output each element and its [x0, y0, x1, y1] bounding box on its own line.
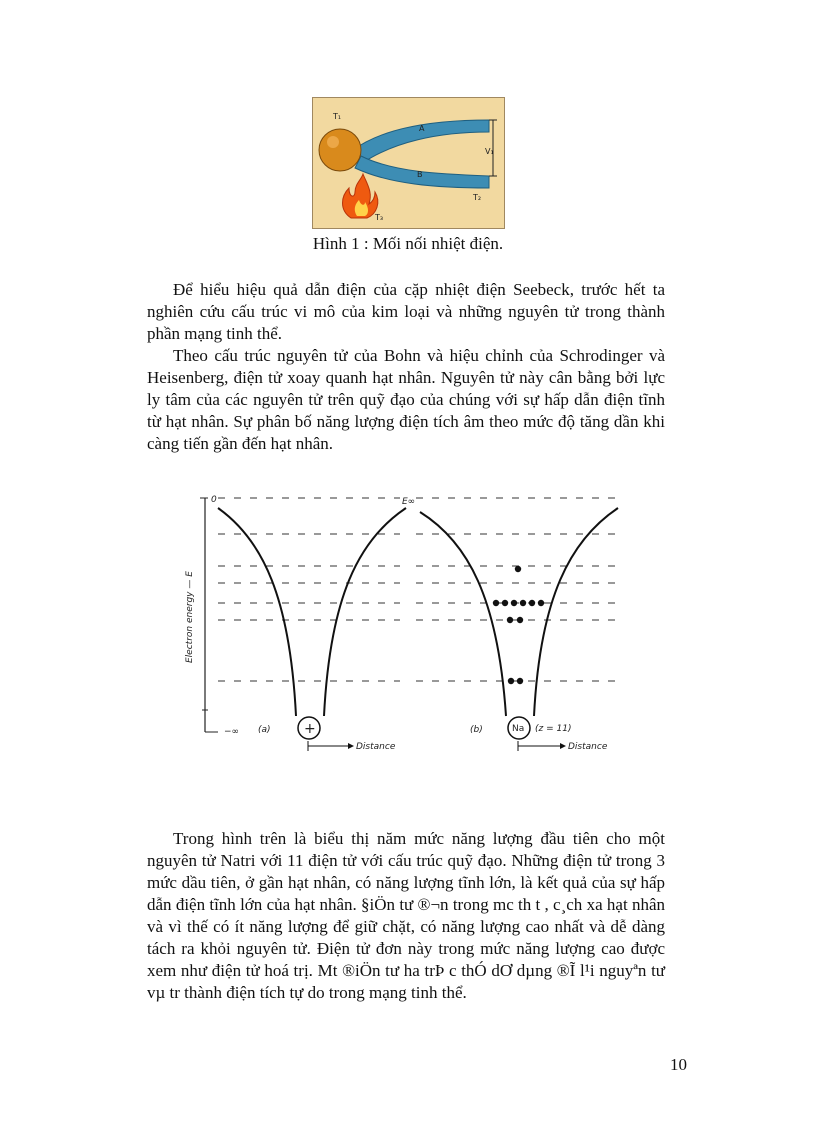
explanation-paragraph [147, 828, 665, 1004]
plus-symbol: + [304, 721, 316, 737]
paragraph-2: Trong hình trên là biểu thị năm mức năng lượng đầu tiên cho một nguyên tử Natri với 11 điện tử với cấu trúc quỹ đạo. Những điện tử trong 3 mức dầu tiên, ở gần hạt nhân, có năng lượng tĩnh lớn, là kết quả của sự hấp dẫn điện tĩnh lớn của hạt nhân. §iÖn tư ®¬n trong mc th t , c¸ch xa hạt nhân và vì thế có ít năng lượng để giữ chặt, có năng lượng cao nhất và dễ dàng tách ra khỏi nguyên tử. Điện tử đơn này trong mức năng lượng cao được xem như điện tử hoá trị. Mt ®iÖn tư ha trÞ c thÓ dƠ dµng ®Ĩ l¹i nguyªn tư vµ tr thành điện tích tự do trong mạng tinh thể. [147, 829, 665, 1002]
levels-left [218, 498, 400, 681]
e-infinity-label: E∞ [402, 497, 416, 507]
label-t3: T₃ [375, 213, 384, 222]
potential-well-a [218, 508, 406, 716]
thermocouple-figure [312, 97, 505, 229]
label-v1: V₁ [485, 147, 494, 156]
minus-infinity-label: −∞ [224, 727, 240, 737]
energy-level-diagram [178, 488, 638, 763]
paragraph-1b: Theo cấu trúc nguyên tử của Bohn và hiệu chỉnh của Schrodinger và Heisenberg, điện tử xoay quanh hạt nhân. Nguyên tử này cân bằng bởi lực ly tâm của các nguyên tử trên quỹ đạo của chúng với sự hấp dẫn điện tĩnh từ hạt nhân. Sự phân bố năng lượng điện tích âm theo mức độ tăng dần khi càng tiến gần đến hạt nhân. [147, 346, 665, 453]
thermocouple-illustration [313, 98, 504, 228]
panel-a-label: (a) [258, 725, 271, 735]
levels-right [416, 498, 623, 681]
label-t1: T₁ [333, 112, 342, 121]
potential-well-b [420, 508, 618, 716]
zero-label: 0 [211, 495, 217, 505]
figure-caption: Hình 1 : Mối nối nhiệt điện. [312, 234, 504, 253]
z-label: (z = 11) [535, 724, 572, 734]
page-number: 10 [670, 1055, 687, 1074]
label-b: B [417, 170, 423, 179]
distance-label-b: Distance [568, 742, 608, 752]
intro-paragraphs [147, 279, 665, 455]
junction-ball [319, 129, 361, 171]
paragraph-1a: Để hiểu hiệu quả dẫn điện của cặp nhiệt điện Seebeck, trước hết ta nghiên cứu cấu trúc vi mô của kim loại và những nguyên tử trong thành phần mạng tinh thể. [147, 280, 665, 343]
label-t2: T₂ [473, 193, 482, 202]
na-symbol: Na [512, 724, 525, 734]
label-a: A [419, 124, 425, 133]
panel-b-label: (b) [470, 725, 483, 735]
distance-label-a: Distance [356, 742, 396, 752]
y-axis-label: Electron energy — E [185, 571, 195, 663]
